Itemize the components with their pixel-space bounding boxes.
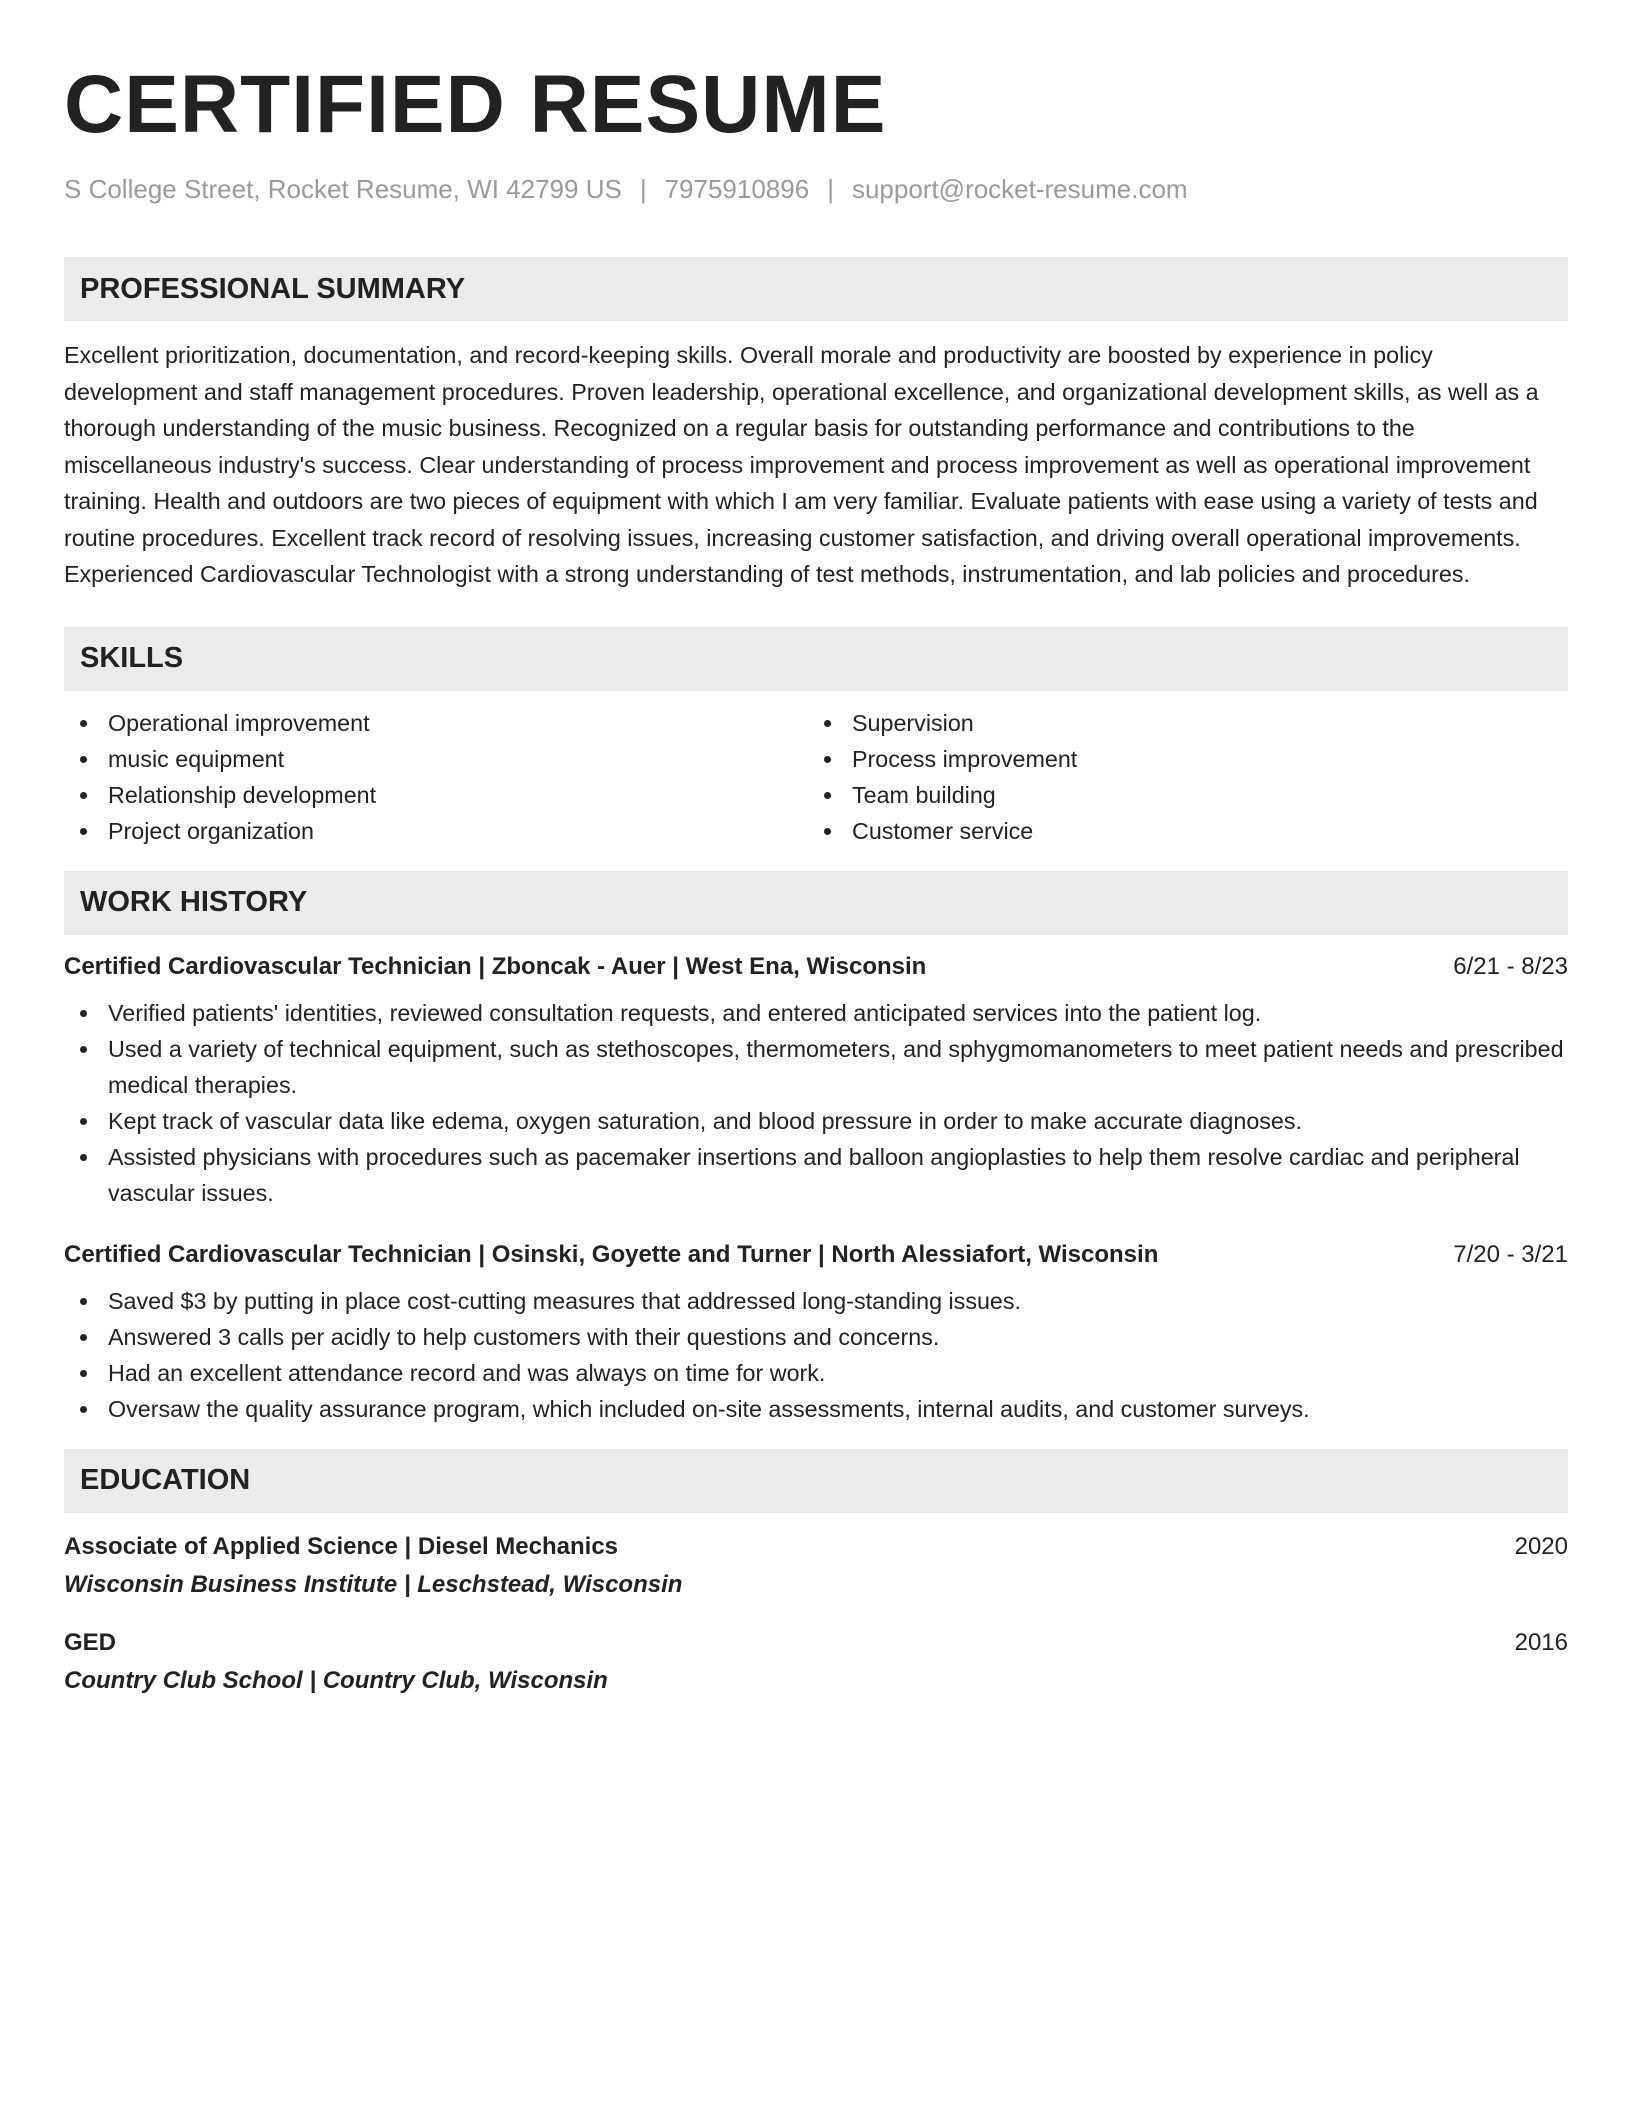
bullet-icon <box>80 828 87 835</box>
work-section-title: WORK HISTORY <box>80 886 308 919</box>
skill-item: Process improvement <box>808 741 1552 777</box>
job-bullet: Used a variety of technical equipment, such as stethoscopes, thermometers, and sphygmomanometers to meet patient needs and prescribed medical therapies. <box>64 1031 1568 1103</box>
contact-line <box>64 174 1568 205</box>
job-bullet: Verified patients' identities, reviewed consultation requests, and entered anticipated services into the patient log. <box>64 995 1568 1031</box>
contact-separator: | <box>639 174 647 204</box>
education-header <box>64 1533 1568 1561</box>
bullet-icon <box>824 792 831 799</box>
resume-title: CERTIFIED RESUME <box>64 59 887 150</box>
job-dates: 6/21 - 8/23 <box>1453 952 1568 980</box>
job-bullet: Answered 3 calls per acidly to help customers with their questions and concerns. <box>64 1319 1568 1355</box>
bullet-icon <box>80 1154 87 1161</box>
bullet-icon <box>80 720 87 727</box>
job-bullets <box>64 1283 1568 1427</box>
bullet-icon <box>80 1010 87 1017</box>
skill-item: music equipment <box>64 741 808 777</box>
skills-column-right <box>808 705 1552 849</box>
skill-item: Customer service <box>808 813 1552 849</box>
skills-section-title: SKILLS <box>80 642 184 675</box>
job-bullet: Oversaw the quality assurance program, which included on-site assessments, internal audits, and customer surveys. <box>64 1391 1568 1427</box>
education-section-title: EDUCATION <box>80 1464 251 1497</box>
education-degree: GED <box>64 1628 117 1656</box>
education-entry <box>64 1533 1568 1599</box>
job-bullet: Kept track of vascular data like edema, oxygen saturation, and blood pressure in order to make accurate diagnoses. <box>64 1103 1568 1139</box>
bullet-icon <box>824 828 831 835</box>
education-section-header <box>64 1449 1568 1513</box>
bullet-icon <box>80 1118 87 1125</box>
bullet-icon <box>80 1406 87 1413</box>
job-header <box>64 1241 1568 1269</box>
bullet-icon <box>80 756 87 763</box>
contact-separator: | <box>827 174 834 204</box>
summary-section-header <box>64 257 1568 321</box>
job-bullet: Had an excellent attendance record and was always on time for work. <box>64 1355 1568 1391</box>
education-year: 2016 <box>1514 1628 1568 1656</box>
job-entry <box>64 953 1568 1211</box>
work-section-header <box>64 871 1568 935</box>
job-bullets <box>64 995 1568 1211</box>
skill-item: Relationship development <box>64 777 808 813</box>
skills-column-left <box>64 705 808 849</box>
contact-address: S College Street, Rocket Resume, WI 42799 US <box>64 174 622 204</box>
bullet-icon <box>80 792 87 799</box>
bullet-icon <box>824 756 831 763</box>
job-header <box>64 953 1568 981</box>
bullet-icon <box>80 1334 87 1341</box>
skill-item: Operational improvement <box>64 705 808 741</box>
bullet-icon <box>80 1046 87 1053</box>
skills-grid <box>64 705 1568 849</box>
job-bullet: Saved $3 by putting in place cost-cutting measures that addressed long-standing issues. <box>64 1283 1568 1319</box>
summary-text: Excellent prioritization, documentation, and record-keeping skills. Overall morale and productivity are boosted by experience in policy development and staff management procedures. Proven leadership, operational excellence, and organizational development skills, as well as a thorough understanding of the music business. Recognized on a regular basis for outstanding performance and contributions to the miscellaneous industry's success. Clear understanding of process improvement and process improvement as well as operational improvement training. Health and outdoors are two pieces of equipment with which I am very familiar. Evaluate patients with ease using a variety of tests and routine procedures. Excellent track record of resolving issues, increasing customer satisfaction, and driving overall operational improvements. Experienced Cardiovascular Technologist with a strong understanding of test methods, instrumentation, and lab policies and procedures. <box>64 342 1539 588</box>
job-entry <box>64 1241 1568 1427</box>
contact-email: support@rocket-resume.com <box>851 174 1188 204</box>
education-school: Country Club School | Country Club, Wisconsin <box>64 1666 608 1694</box>
education-year: 2020 <box>1514 1532 1568 1560</box>
skill-item: Supervision <box>808 705 1552 741</box>
skill-item: Team building <box>808 777 1552 813</box>
contact-phone: 7975910896 <box>664 174 810 204</box>
bullet-icon <box>80 1370 87 1377</box>
skills-section-header <box>64 627 1568 691</box>
bullet-icon <box>80 1298 87 1305</box>
education-school: Wisconsin Business Institute | Leschstead, Wisconsin <box>64 1570 683 1598</box>
job-title: Certified Cardiovascular Technician | Zboncak - Auer | West Ena, Wisconsin <box>64 952 927 980</box>
job-title: Certified Cardiovascular Technician | Osinski, Goyette and Turner | North Alessiafort, Wisconsin <box>64 1240 1159 1268</box>
education-header <box>64 1629 1568 1657</box>
summary-section-title: PROFESSIONAL SUMMARY <box>80 272 466 305</box>
job-bullet: Assisted physicians with procedures such as pacemaker insertions and balloon angioplasties to help them resolve cardiac and peripheral vascular issues. <box>64 1139 1568 1211</box>
skill-item: Project organization <box>64 813 808 849</box>
education-entry <box>64 1629 1568 1695</box>
education-degree: Associate of Applied Science | Diesel Mechanics <box>64 1532 619 1560</box>
job-dates: 7/20 - 3/21 <box>1453 1240 1568 1268</box>
bullet-icon <box>824 720 831 727</box>
